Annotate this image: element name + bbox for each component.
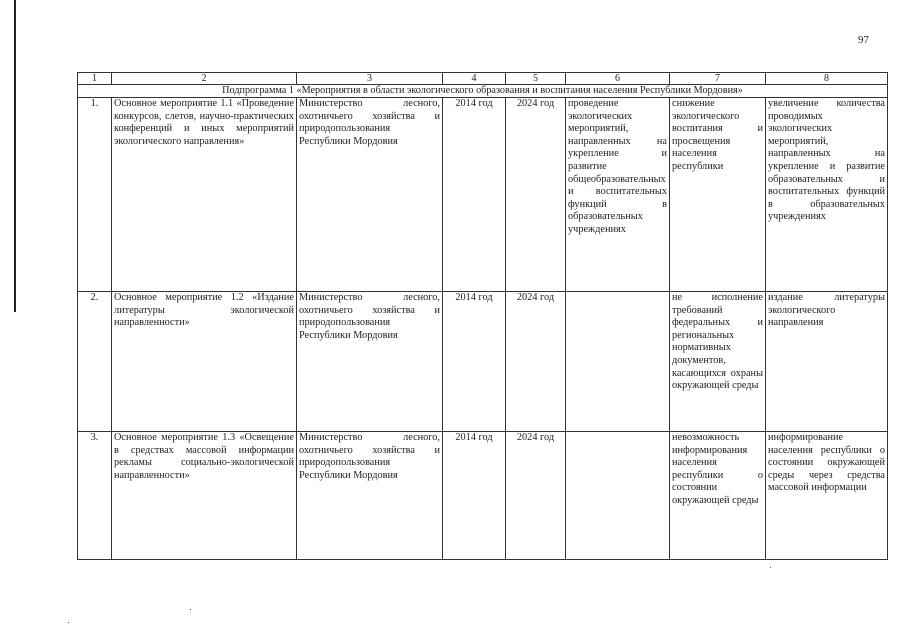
column-number: 3 <box>297 73 443 85</box>
row-number: 2. <box>78 292 112 432</box>
row-number: 1. <box>78 98 112 292</box>
indicators-cell: издание литературы экологического направления <box>766 292 888 432</box>
row-number: 3. <box>78 432 112 560</box>
activity-cell: Основное мероприятие 1.1 «Проведение конкурсов, слетов, научно-практических конференций и иных мероприятий экологического направления» <box>112 98 297 292</box>
indicators-cell: информирование населения республики о состоянии окружающей среды через средства массовой информации <box>766 432 888 560</box>
table-row <box>78 98 888 292</box>
expected-result-cell: проведение экологических мероприятий, направленных на укрепление и развитие общеобразовательных и воспитательных функций в образовательных учреждениях <box>566 98 670 292</box>
column-number: 4 <box>443 73 506 85</box>
table-row <box>78 292 888 432</box>
scan-speck <box>190 609 191 610</box>
executor-cell: Министерство лесного, охотничьего хозяйства и природопользования Республики Мордовия <box>297 432 443 560</box>
column-number: 1 <box>78 73 112 85</box>
page-number: 97 <box>858 34 869 46</box>
activity-cell: Основное мероприятие 1.3 «Освещение в средствах массовой информации рекламы социально-экологической направленности» <box>112 432 297 560</box>
subprogram-title: Подпрограмма 1 «Мероприятия в области экологического образования и воспитания населения Республики Мордовия» <box>78 85 888 98</box>
left-margin-rule <box>14 0 16 312</box>
end-year-cell: 2024 год <box>506 432 566 560</box>
executor-cell: Министерство лесного, охотничьего хозяйства и природопользования Республики Мордовия <box>297 292 443 432</box>
measures-table <box>77 72 888 560</box>
column-number: 8 <box>766 73 888 85</box>
column-number: 2 <box>112 73 297 85</box>
column-number: 5 <box>506 73 566 85</box>
consequences-cell: не исполнение требований федеральных и региональных нормативных документов, касающихся охраны окружающей среды <box>670 292 766 432</box>
end-year-cell: 2024 год <box>506 98 566 292</box>
scan-speck <box>68 622 69 623</box>
table-row <box>78 432 888 560</box>
executor-cell: Министерство лесного, охотничьего хозяйства и природопользования Республики Мордовия <box>297 98 443 292</box>
start-year-cell: 2014 год <box>443 432 506 560</box>
consequences-cell: снижение экологического воспитания и просвещения населения республики <box>670 98 766 292</box>
column-number: 6 <box>566 73 670 85</box>
activity-cell: Основное мероприятие 1.2 «Издание литературы экологической направленности» <box>112 292 297 432</box>
start-year-cell: 2014 год <box>443 292 506 432</box>
consequences-cell: невозможность информирования населения республики о состоянии окружающей среды <box>670 432 766 560</box>
subprogram-header-row <box>78 85 888 98</box>
indicators-cell: увеличение количества проводимых экологических мероприятий, направленных на укрепление и развитие образовательных и воспитательных функций в образовательных учреждениях <box>766 98 888 292</box>
scan-speck <box>770 567 771 568</box>
start-year-cell: 2014 год <box>443 98 506 292</box>
column-number-row <box>78 73 888 85</box>
expected-result-cell <box>566 292 670 432</box>
column-number: 7 <box>670 73 766 85</box>
end-year-cell: 2024 год <box>506 292 566 432</box>
expected-result-cell <box>566 432 670 560</box>
